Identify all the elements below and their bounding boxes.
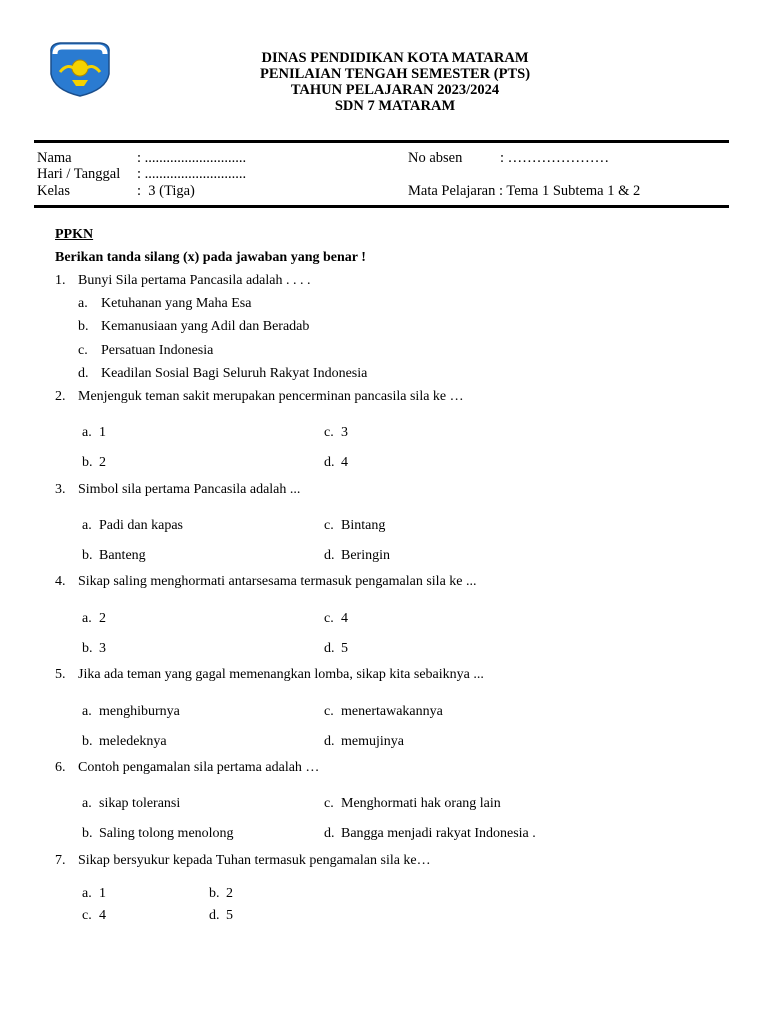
header-line-1: DINAS PENDIDIKAN KOTA MATARAM — [261, 50, 529, 66]
answer-option[interactable]: b. Banteng — [82, 548, 146, 563]
answer-option[interactable]: c. Bintang — [324, 518, 386, 533]
answer-option[interactable]: b. 3 — [82, 641, 106, 656]
question-number: 5. — [55, 667, 66, 682]
question-text: Bunyi Sila pertama Pancasila adalah . . . . — [78, 273, 311, 288]
answer-option[interactable]: b. meledeknya — [82, 734, 167, 749]
no-absen-label: No absen — [408, 150, 463, 166]
kelas-value: : 3 (Tiga) — [137, 183, 195, 199]
bottom-rule — [34, 205, 729, 208]
answer-option[interactable]: d. 5 — [209, 908, 233, 923]
top-rule — [34, 140, 729, 143]
answer-option[interactable]: b. 2 — [82, 455, 106, 470]
instruction: Berikan tanda silang (x) pada jawaban yang benar ! — [55, 250, 366, 265]
answer-option[interactable]: d. memujinya — [324, 734, 404, 749]
nama-field[interactable]: : ............................ — [137, 150, 247, 166]
answer-option[interactable]: a. sikap toleransi — [82, 796, 181, 811]
document-header — [0, 50, 768, 114]
answer-option[interactable]: b. 2 — [209, 886, 233, 901]
question-number: 7. — [55, 853, 66, 868]
answer-option[interactable]: c. 4 — [324, 611, 348, 626]
question-number: 4. — [55, 574, 66, 589]
nama-label: Nama — [37, 150, 72, 166]
header-line-4: SDN 7 MATARAM — [334, 98, 456, 114]
question-number: 3. — [55, 482, 66, 497]
answer-option[interactable]: a. 1 — [82, 886, 106, 901]
answer-option[interactable]: d. 4 — [324, 455, 348, 470]
answer-option[interactable]: c. 3 — [324, 425, 348, 440]
answer-option[interactable]: a. 2 — [82, 611, 106, 626]
answer-option[interactable]: c. 4 — [82, 908, 106, 923]
header-line-3: TAHUN PELAJARAN 2023/2024 — [290, 82, 500, 98]
question-text: Menjenguk teman sakit merupakan pencerminan pancasila sila ke … — [78, 389, 464, 404]
question-text: Simbol sila pertama Pancasila adalah ... — [78, 482, 301, 497]
question-text: Contoh pengamalan sila pertama adalah … — [78, 760, 320, 775]
header-line-2: PENILAIAN TENGAH SEMESTER (PTS) — [259, 66, 531, 82]
answer-option[interactable]: a. Ketuhanan yang Maha Esa — [78, 296, 252, 311]
question-number: 2. — [55, 389, 66, 404]
answer-option[interactable]: d. 5 — [324, 641, 348, 656]
answer-option[interactable]: a. Padi dan kapas — [82, 518, 183, 533]
answer-option[interactable]: c. Menghormati hak orang lain — [324, 796, 501, 811]
question-number: 6. — [55, 760, 66, 775]
hari-tanggal-field[interactable]: : ............................ — [137, 166, 247, 182]
question-text: Sikap saling menghormati antarsesama termasuk pengamalan sila ke ... — [78, 574, 477, 589]
answer-option[interactable]: d. Bangga menjadi rakyat Indonesia . — [324, 826, 536, 841]
answer-option[interactable]: b. Saling tolong menolong — [82, 826, 234, 841]
kelas-label: Kelas — [37, 183, 71, 199]
mata-pelajaran: Mata Pelajaran : Tema 1 Subtema 1 & 2 — [408, 183, 641, 199]
answer-option[interactable]: c. menertawakannya — [324, 704, 443, 719]
answer-option[interactable]: c. Persatuan Indonesia — [78, 343, 214, 358]
section-title: PPKN — [55, 227, 94, 242]
question-text: Sikap bersyukur kepada Tuhan termasuk pengamalan sila ke… — [78, 853, 431, 868]
answer-option[interactable]: b. Kemanusiaan yang Adil dan Beradab — [78, 319, 310, 334]
question-text: Jika ada teman yang gagal memenangkan lomba, sikap kita sebaiknya ... — [78, 667, 484, 682]
answer-option[interactable]: a. 1 — [82, 425, 106, 440]
hari-tanggal-label: Hari / Tanggal — [37, 166, 121, 182]
answer-option[interactable]: a. menghiburnya — [82, 704, 180, 719]
question-number: 1. — [55, 273, 66, 288]
answer-option[interactable]: d. Beringin — [324, 548, 390, 563]
answer-option[interactable]: d. Keadilan Sosial Bagi Seluruh Rakyat Indonesia — [78, 366, 368, 381]
no-absen-field[interactable]: : ………………… — [500, 150, 610, 166]
